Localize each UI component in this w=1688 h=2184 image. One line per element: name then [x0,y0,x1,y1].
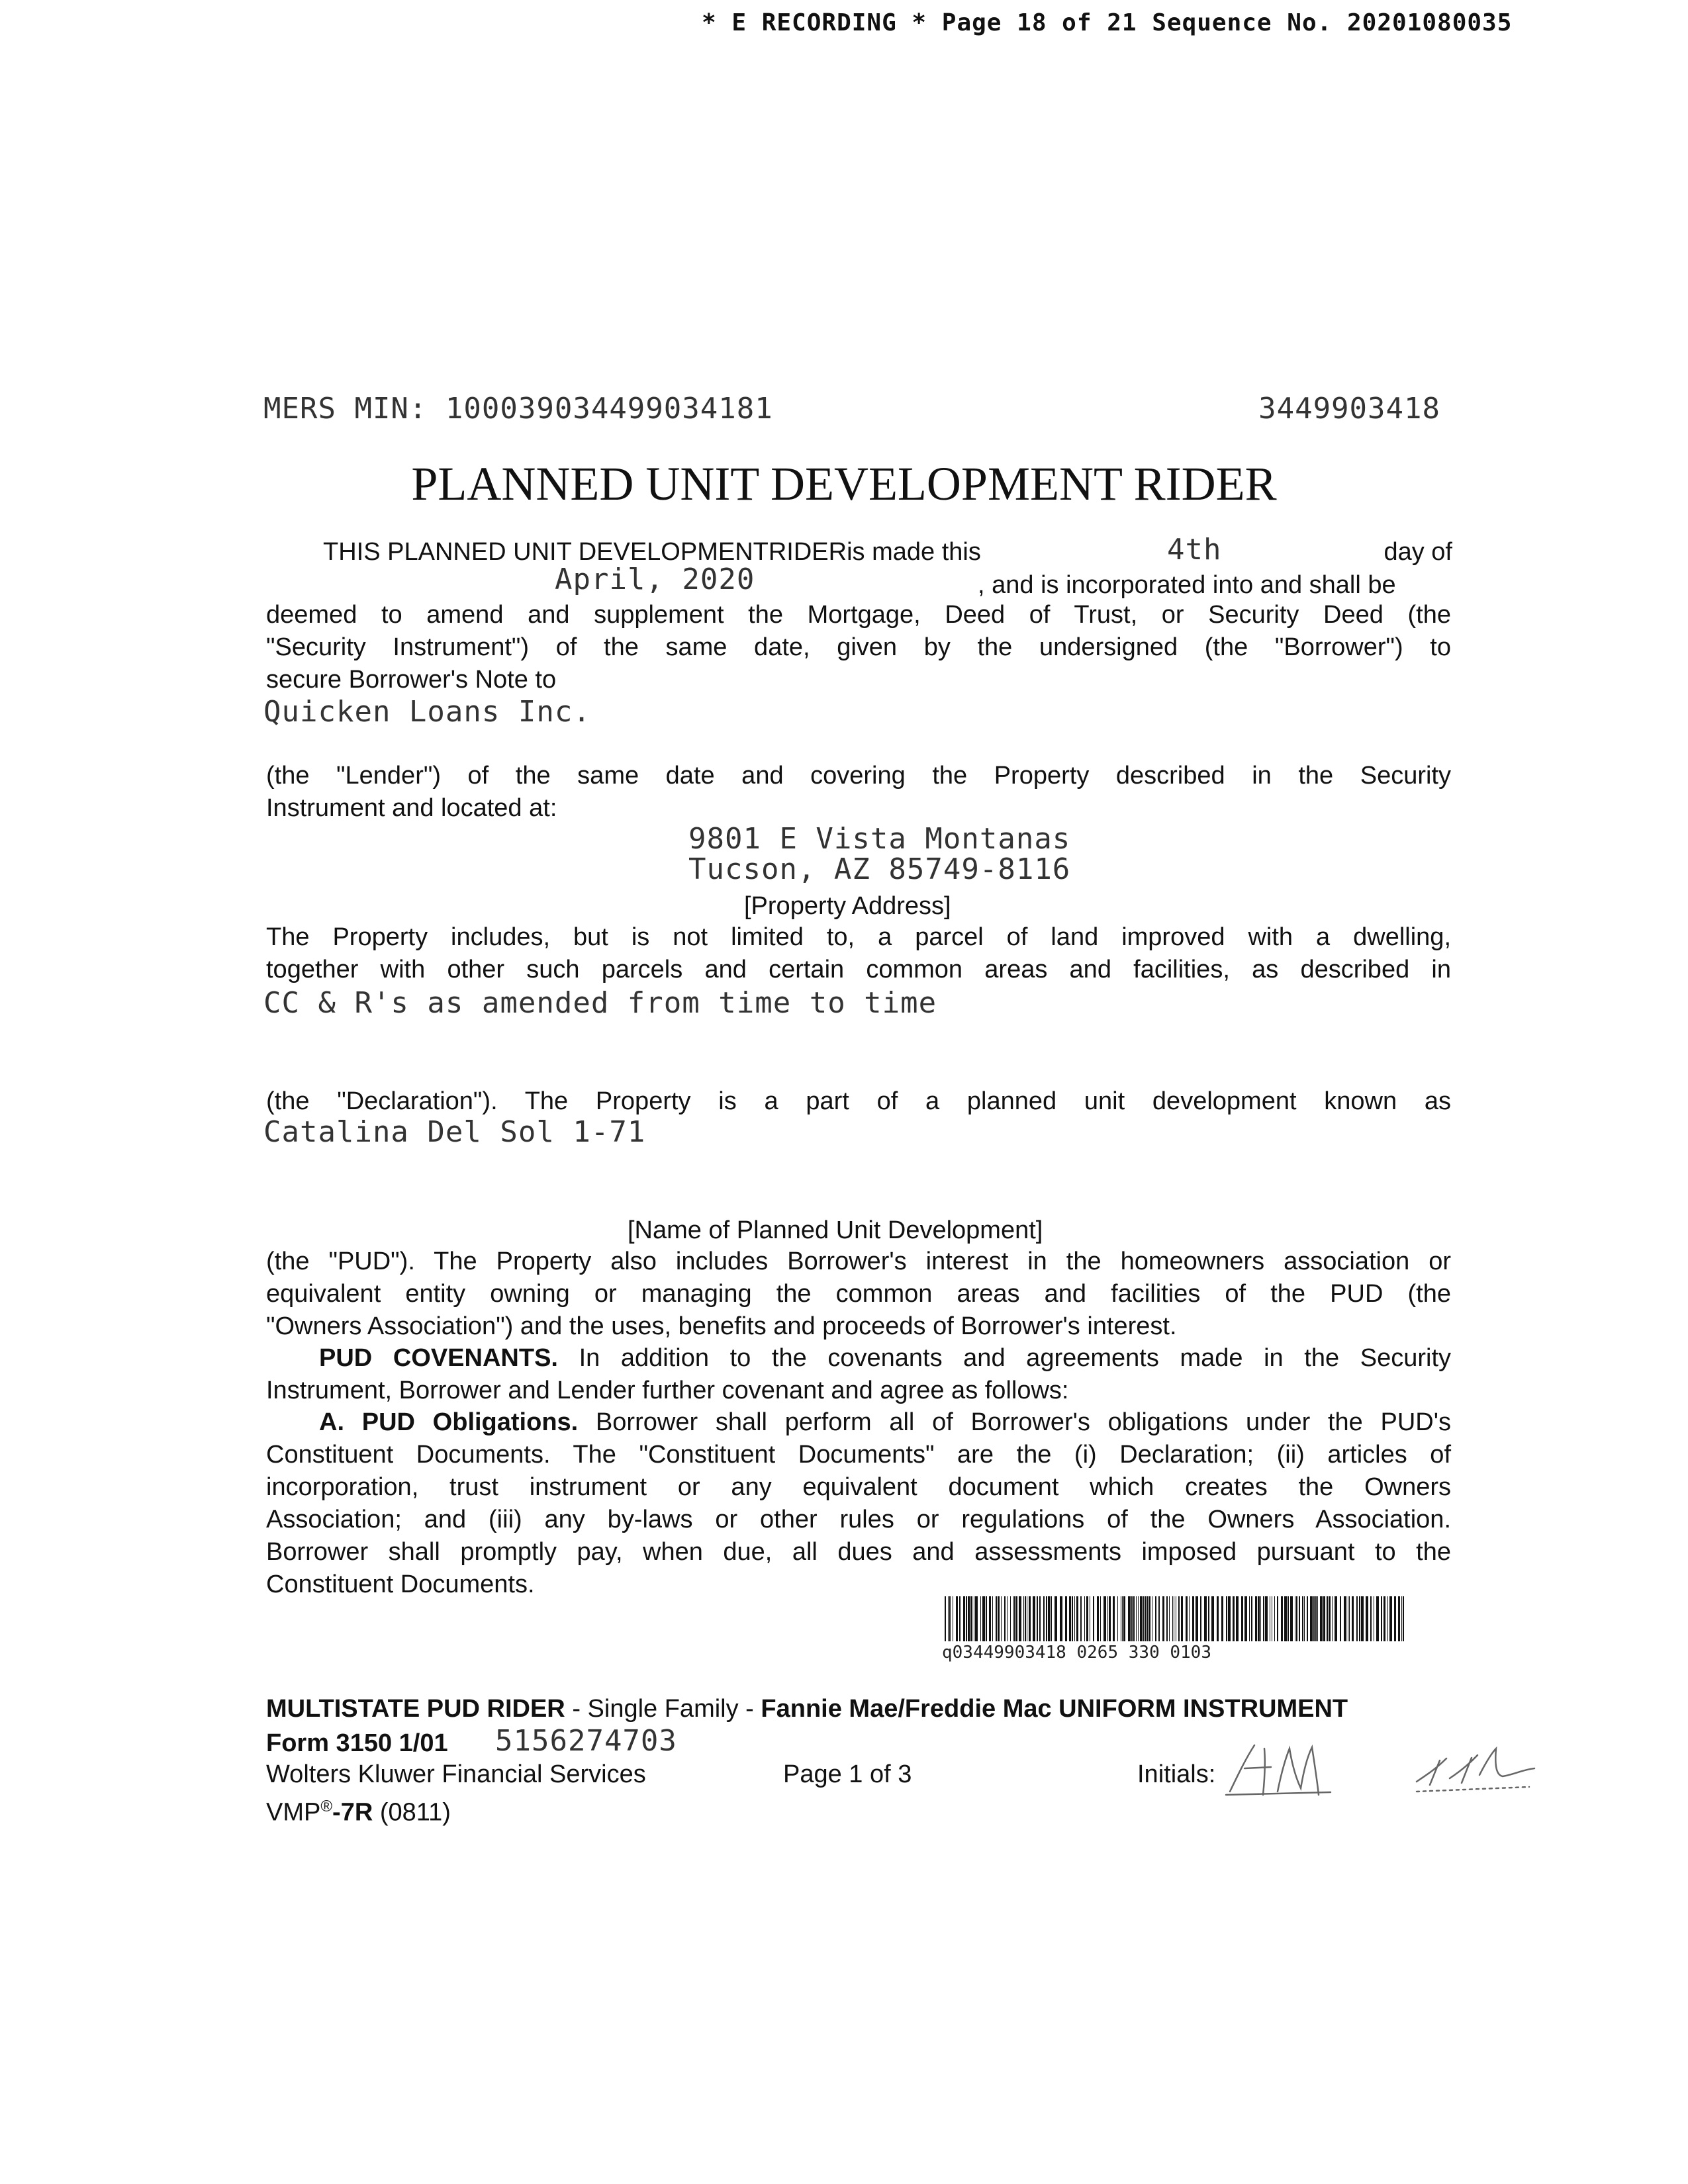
barcode-bar [998,1596,1000,1641]
barcode-bar [1033,1596,1035,1641]
barcode-bar [1302,1596,1303,1641]
barcode-bar [1389,1596,1392,1641]
barcode-bar [1323,1596,1325,1641]
barcode-bar [1335,1596,1337,1641]
barcode-bar [1103,1596,1106,1641]
barcode-bar [1113,1596,1115,1641]
footer-form-label: Form 3150 1/01 [266,1729,448,1757]
declaration-text: CC & R's as amended from time to time [263,986,937,1020]
barcode-bar [1290,1596,1293,1641]
barcode-bar [968,1596,970,1641]
barcode-bar [1039,1596,1041,1641]
covenants-heading: PUD COVENANTS. [319,1344,558,1372]
barcode-bar [1327,1596,1328,1641]
barcode-bar [1376,1596,1379,1641]
barcode-bar [1013,1596,1015,1641]
barcode-bar [1258,1596,1260,1641]
barcode-bar [1145,1596,1147,1641]
text-line: (the "Lender") of the same date and covering the Property described in the Security [266,762,1451,790]
barcode-bar [1226,1596,1227,1641]
barcode-bar [1352,1596,1354,1641]
barcode-bar [1186,1596,1188,1641]
text-line: Association; and (iii) any by-laws or other rules or regulations of the Owners Association. [266,1506,1451,1533]
barcode-bar [1329,1596,1331,1641]
barcode-bar [1192,1596,1194,1641]
barcode-bar [1023,1596,1024,1641]
barcode-bar [1263,1596,1264,1641]
footer-form-title [266,1693,1348,1725]
barcode-bar [1356,1596,1358,1641]
text-line: "Security Instrument") of the same date, given by the undersigned (the "Borrower") to [266,633,1451,661]
barcode-bar [1109,1596,1111,1641]
barcode-bar [1166,1596,1168,1641]
barcode-bar [1117,1596,1118,1641]
barcode-bar [1244,1596,1247,1641]
barcode-bar [1172,1596,1173,1641]
barcode-bar [1366,1596,1368,1641]
barcode-bar [1181,1596,1183,1641]
initials-signature [1218,1729,1569,1801]
barcode-bar [1359,1596,1360,1641]
barcode-bar [1394,1596,1396,1641]
barcode-bar [1317,1596,1318,1641]
footer-multistate: MULTISTATE PUD RIDER [266,1695,565,1723]
text-line: incorporation, trust instrument or any equivalent document which creates the Owners [266,1473,1451,1501]
barcode-bar [1281,1596,1283,1641]
barcode-bar [1370,1596,1372,1641]
barcode-bar [1065,1596,1067,1641]
barcode-bar [1236,1596,1239,1641]
barcode-bar [1001,1596,1002,1641]
barcode-bar [1178,1596,1180,1641]
barcode-bar [1315,1596,1317,1641]
text-line: (the "PUD"). The Property also includes Borrower's interest in the homeowners association or [266,1248,1451,1275]
text-line: secure Borrower's Note to [266,666,557,694]
barcode-bar [1131,1596,1133,1641]
barcode-bar [1200,1596,1201,1641]
barcode-bar [1029,1596,1031,1641]
barcode-bar [1204,1596,1207,1641]
paragraph-declaration [266,1085,1451,1118]
footer-vmp-code: (0811) [373,1798,451,1827]
footer-fannie-freddie: Fannie Mae/Freddie Mac UNIFORM INSTRUMENT [761,1695,1348,1723]
footer-vmp-text: VMP [266,1798,321,1827]
barcode-bar [1288,1596,1289,1641]
property-address-line1: 9801 E Vista Montanas [688,822,1071,856]
barcode-bar [1189,1596,1190,1641]
barcode-bar [982,1596,985,1641]
barcode-bar [963,1596,965,1641]
barcode-bar [1162,1596,1164,1641]
text-line: (the "Declaration"). The Property is a part of a planned unit development known as [266,1087,1451,1115]
barcode-bar [1217,1596,1219,1641]
obligations-line1: Borrower shall perform all of Borrower's obligations under the PUD's [578,1408,1451,1436]
barcode-bar [1304,1596,1305,1641]
footer-vmp-7r: -7R [332,1798,373,1827]
barcode-bar [1100,1596,1101,1641]
barcode-bar [1084,1596,1085,1641]
barcode-bar [1332,1596,1333,1641]
pud-name: Catalina Del Sol 1-71 [263,1115,646,1149]
barcode-bar [1158,1596,1160,1641]
paragraph-lender [266,760,1451,825]
barcode-bar [948,1596,949,1641]
barcode-bar [1274,1596,1275,1641]
barcode-bar [1138,1596,1139,1641]
barcode-bar [986,1596,987,1641]
footer-page-number: Page 1 of 3 [783,1760,912,1788]
covenants-line1: In addition to the covenants and agreements made in the Security [557,1344,1452,1372]
barcode-bar [1086,1596,1088,1641]
paragraph-property-includes [266,921,1451,986]
footer-wolters-kluwer: Wolters Kluwer Financial Services [266,1760,646,1788]
intro-date: April, 2020 [555,563,755,596]
barcode-bar [1037,1596,1038,1641]
property-address-label: [Property Address] [744,892,951,920]
barcode-bar [1381,1596,1382,1641]
text-line: Instrument, Borrower and Lender further covenant and agree as follows: [266,1377,1069,1404]
barcode-bar [1340,1596,1341,1641]
footer-initials-label: Initials: [1137,1760,1216,1788]
text-line [266,1406,1451,1439]
barcode-bar [1196,1596,1198,1641]
barcode-bar [966,1596,967,1641]
barcode-bar [1284,1596,1287,1641]
text-line: "Owners Association") and the uses, benefits and proceeds of Borrower's interest. [266,1312,1177,1340]
barcode-bar [1133,1596,1135,1641]
barcode-bar [1010,1596,1011,1641]
text-line: Constituent Documents. The "Constituent Documents" are the (i) Declaration; (ii) articles of [266,1441,1451,1469]
pud-name-label: [Name of Planned Unit Development] [628,1216,1043,1244]
barcode-bar [1361,1596,1364,1641]
barcode-bar [1251,1596,1252,1641]
barcode-bar [1015,1596,1017,1641]
barcode-bar [1241,1596,1243,1641]
barcode-bar [1140,1596,1143,1641]
paragraph-pud-obligations [266,1406,1451,1601]
barcode-bar [959,1596,961,1641]
paragraph-security-instrument [266,599,1451,696]
text-line: Instrument and located at: [266,794,557,822]
barcode-bar [1149,1596,1150,1641]
barcode-bar [1060,1596,1062,1641]
barcode-bar [1155,1596,1156,1641]
barcode-bar [1143,1596,1144,1641]
barcode-bar [1265,1596,1268,1641]
barcode-bar [1122,1596,1123,1641]
barcode-bar [1310,1596,1313,1641]
barcode-bar [1169,1596,1170,1641]
barcode-bar [1320,1596,1323,1641]
property-address-line2: Tucson, AZ 85749-8116 [688,852,1071,886]
barcode-bar [1296,1596,1297,1641]
lender-name: Quicken Loans Inc. [263,695,591,729]
barcode-bar [1107,1596,1108,1641]
barcode-bar [956,1596,958,1641]
footer-form-number: 5156274703 [495,1724,677,1758]
barcode-bar [1007,1596,1008,1641]
intro-day: 4th [1167,533,1222,567]
barcode-bar [1055,1596,1057,1641]
barcode-bar [1123,1596,1125,1641]
barcode-bar [1349,1596,1350,1641]
text-line: Borrower shall promptly pay, when due, all dues and assessments imposed pursuant to the [266,1538,1451,1566]
intro-incorporated: , and is incorporated into and shall be [978,571,1396,599]
barcode-bar [1074,1596,1075,1641]
text-line [266,1342,1451,1375]
barcode-bar [1299,1596,1300,1641]
barcode-bar [1233,1596,1235,1641]
barcode-bar [1076,1596,1078,1641]
barcode-bar [989,1596,991,1641]
barcode-bar [1228,1596,1231,1641]
barcode-bar [1051,1596,1052,1641]
mers-min: MERS MIN: 100039034499034181 [263,392,773,426]
barcode-bar [1211,1596,1214,1641]
barcode-bar [1344,1596,1346,1641]
barcode-bar [1136,1596,1137,1641]
footer-vmp [266,1790,451,1829]
barcode-bar [1048,1596,1050,1641]
barcode-bar [992,1596,993,1641]
barcode-bar [1208,1596,1209,1641]
barcode-bar [945,1596,946,1641]
barcode-image [943,1596,1407,1641]
footer-vmp-reg: ® [320,1797,333,1815]
barcode-bar [1307,1596,1308,1641]
barcode-text: q03449903418 0265 330 0103 [942,1643,1211,1662]
barcode-bar [1260,1596,1261,1641]
barcode-bar [1025,1596,1026,1641]
barcode-bar [949,1596,951,1641]
barcode-bar [1093,1596,1094,1641]
text-line: deemed to amend and supplement the Mortgage, Deed of Trust, or Security Deed (the [266,601,1451,629]
barcode-bar [1277,1596,1278,1641]
barcode-bar [1147,1596,1149,1641]
recording-header: * E RECORDING * Page 18 of 21 Sequence No. 20201080035 [702,9,1513,36]
barcode-bar [1398,1596,1400,1641]
barcode-bar [1255,1596,1257,1641]
document-title: PLANNED UNIT DEVELOPMENT RIDER [411,457,1277,510]
text-line: The Property includes, but is not limited to, a parcel of land improved with a dwelling, [266,923,1451,951]
footer-form [266,1727,448,1760]
barcode-bar [1043,1596,1045,1641]
barcode-bar [1383,1596,1385,1641]
intro-day-of: day of [1383,538,1452,566]
barcode-bar [1128,1596,1131,1641]
barcode-bar [1072,1596,1073,1641]
barcode-bar [1401,1596,1402,1641]
paragraph-pud-covenants [266,1342,1451,1407]
barcode-bar [1069,1596,1071,1641]
barcode-bar [980,1596,981,1641]
barcode-bar [1080,1596,1082,1641]
intro-made-this: THIS PLANNED UNIT DEVELOPMENTRIDERis made this [323,538,981,566]
barcode-bar [1019,1596,1021,1641]
barcode-bar [1097,1596,1099,1641]
barcode-bar [996,1596,997,1641]
barcode-bar [975,1596,978,1641]
obligations-heading: A. PUD Obligations. [319,1408,579,1436]
footer-single-family: - Single Family - [565,1695,761,1723]
paragraph-pud [266,1246,1451,1343]
barcode-bar [1403,1596,1404,1641]
barcode-bar [1249,1596,1250,1641]
loan-number: 3449903418 [1258,392,1440,426]
barcode-bar [970,1596,972,1641]
barcode-bar [1046,1596,1047,1641]
text-line: equivalent entity owning or managing the common areas and facilities of the PUD (the [266,1280,1451,1308]
barcode-bar [1221,1596,1223,1641]
barcode-bar [1313,1596,1315,1641]
text-line: Constituent Documents. [266,1570,535,1598]
barcode-bar [1004,1596,1006,1641]
text-line: together with other such parcels and certain common areas and facilities, as described in [266,956,1451,983]
barcode-bar [1387,1596,1388,1641]
